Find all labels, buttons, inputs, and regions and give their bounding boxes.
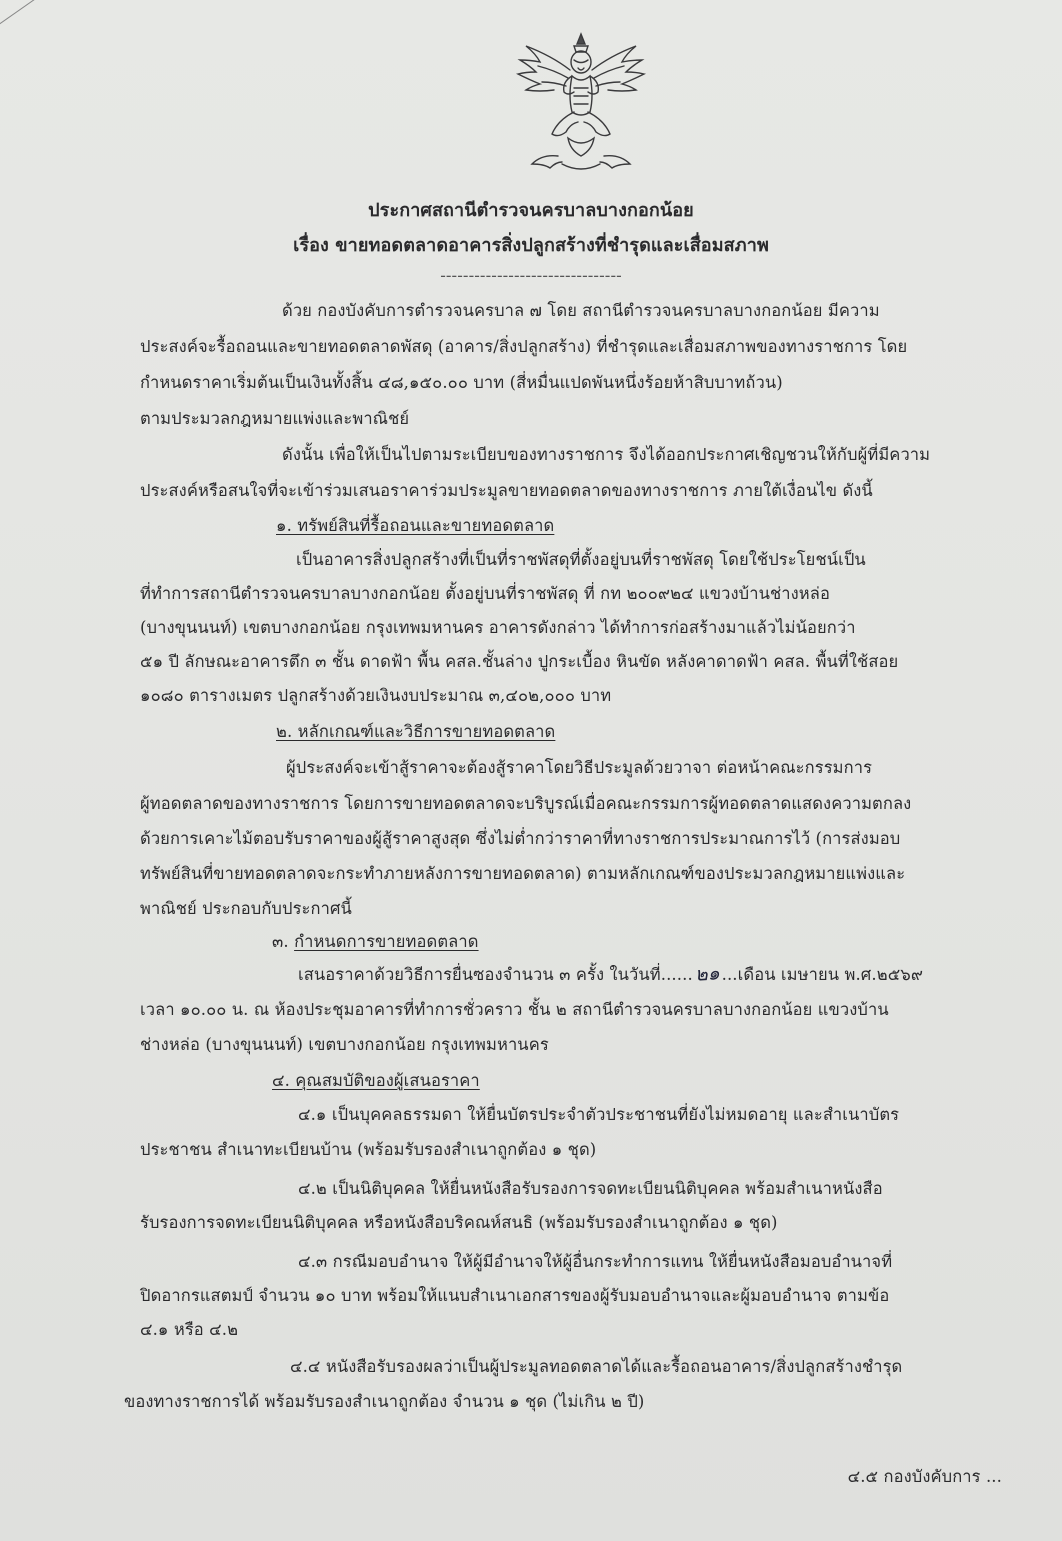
section-2-line: ผู้ประสงค์จะเข้าสู้ราคาจะต้องสู้ราคาโดยวิธีประมูลด้วยวาจา ต่อหน้าคณะกรรมการ	[286, 758, 873, 777]
fold-mark	[0, 0, 40, 31]
section-2-heading: ๒. หลักเกณฑ์และวิธีการขายทอดตลาด	[276, 722, 556, 741]
section-2-line: ทรัพย์สินที่ขายทอดตลาดจะกระทำภายหลังการขายทอดตลาด) ตามหลักเกณฑ์ของประมวลกฎหมายแพ่งและ	[140, 864, 906, 883]
announcement-title: ประกาศสถานีตำรวจนครบาลบางกอกน้อย	[368, 200, 694, 221]
continuation-note: ๔.๕ กองบังคับการ ...	[847, 1467, 1002, 1486]
section-1-line: ๕๑ ปี ลักษณะอาคารตึก ๓ ชั้น ดาดฟ้า พื้น คสล.ชั้นล่าง ปูกระเบื้อง หินขัด หลังคาดาดฟ้า คสล. พื้นที่ใช้สอย	[140, 652, 899, 671]
date-suffix: ...เดือน เมษายน พ.ศ.๒๕๖๙	[721, 965, 924, 984]
section-4-item-line: ของทางราชการได้ พร้อมรับรองสำเนาถูกต้อง จำนวน ๑ ชุด (ไม่เกิน ๒ ปี)	[124, 1392, 645, 1411]
section-4-item-line: ปิดอากรแสตมป์ จำนวน ๑๐ บาท พร้อมให้แนบสำเนาเอกสารของผู้รับมอบอำนาจและผู้มอบอำนาจ ตามข้อ	[140, 1286, 890, 1305]
section-4-item-line: ๔.๓ กรณีมอบอำนาจ ให้ผู้มีอำนาจให้ผู้อื่นกระทำการแทน ให้ยื่นหนังสือมอบอำนาจที่	[298, 1252, 893, 1271]
intro-line: กำหนดราคาเริ่มต้นเป็นเงินทั้งสิ้น ๔๘,๑๕๐.๐๐ บาท (สี่หมื่นแปดพันหนึ่งร้อยห้าสิบบาทถ้วน)	[140, 373, 783, 392]
intro-line: ประสงค์จะรื้อถอนและขายทอดตลาดพัสดุ (อาคาร/สิ่งปลูกสร้าง) ที่ชำรุดและเสื่อมสภาพของทางราชการ โดย	[140, 337, 908, 356]
section-4-item-line: ประชาชน สำเนาทะเบียนบ้าน (พร้อมรับรองสำเนาถูกต้อง ๑ ชุด)	[140, 1140, 597, 1159]
section-1-line: เป็นอาคารสิ่งปลูกสร้างที่เป็นที่ราชพัสดุที่ตั้งอยู่บนที่ราชพัสดุ โดยใช้ประโยชน์เป็น	[296, 550, 866, 569]
garuda-emblem	[508, 30, 654, 176]
section-4-item-line: ๔.๑ หรือ ๔.๒	[140, 1320, 239, 1339]
intro-line: ประสงค์หรือสนใจที่จะเข้าร่วมเสนอราคาร่วมประมูลขายทอดตลาดของทางราชการ ภายใต้เงื่อนไข ดังนี้	[140, 481, 873, 500]
section-1-line: ๑๐๘๐ ตารางเมตร ปลูกสร้างด้วยเงินงบประมาณ ๓,๔๐๒,๐๐๐ บาท	[140, 686, 612, 705]
section-4-heading: ๔. คุณสมบัติของผู้เสนอราคา	[272, 1071, 480, 1090]
section-4-item-line: รับรองการจดทะเบียนนิติบุคคล หรือหนังสือบริคณห์สนธิ (พร้อมรับรองสำเนาถูกต้อง ๑ ชุด)	[140, 1213, 778, 1232]
section-4-item-line: ๔.๑ เป็นบุคคลธรรมดา ให้ยื่นบัตรประจำตัวประชาชนที่ยังไม่หมดอายุ และสำเนาบัตร	[298, 1105, 900, 1124]
title-divider: --------------------------------	[440, 266, 622, 285]
intro-line: ด้วย กองบังคับการตำรวจนครบาล ๗ โดย สถานีตำรวจนครบาลบางกอกน้อย มีความ	[282, 301, 880, 320]
section-3-title: กำหนดการขายทอดตลาด	[294, 932, 479, 951]
section-1-heading: ๑. ทรัพย์สินที่รื้อถอนและขายทอดตลาด	[276, 516, 555, 535]
intro-line: ตามประมวลกฎหมายแพ่งและพาณิชย์	[140, 409, 410, 428]
intro-line: ดังนั้น เพื่อให้เป็นไปตามระเบียบของทางราชการ จึงได้ออกประกาศเชิญชวนให้กับผู้ที่มีความ	[282, 445, 931, 464]
section-3-line: เวลา ๑๐.๐๐ น. ณ ห้องประชุมอาคารที่ทำการชั่วคราว ชั้น ๒ สถานีตำรวจนครบาลบางกอกน้อย แขวงบ้าน	[140, 1000, 889, 1019]
date-dots: ......	[660, 965, 693, 984]
date-prefix: เสนอราคาด้วยวิธีการยื่นซองจำนวน ๓ ครั้ง ในวันที่	[298, 965, 661, 984]
section-3-line: ช่างหล่อ (บางขุนนนท์) เขตบางกอกน้อย กรุงเทพมหานคร	[140, 1035, 549, 1054]
section-3-date-line	[298, 962, 923, 987]
section-2-line: ผู้ทอดตลาดของทางราชการ โดยการขายทอดตลาดจะบริบูรณ์เมื่อคณะกรรมการผู้ทอดตลาดแสดงความตกลง	[140, 794, 912, 813]
section-2-line: ด้วยการเคาะไม้ตอบรับราคาของผู้สู้ราคาสูงสุด ซึ่งไม่ต่ำกว่าราคาที่ทางราชการประมาณการไว้ (การส่งมอบ	[140, 829, 901, 848]
section-4-item-line: ๔.๔ หนังสือรับรองผลว่าเป็นผู้ประมูลทอดตลาดได้และรื้อถอนอาคาร/สิ่งปลูกสร้างชำรุด	[290, 1357, 903, 1376]
section-3-heading	[272, 930, 479, 954]
section-3-number: ๓.	[272, 932, 289, 951]
section-4-item-line: ๔.๒ เป็นนิติบุคคล ให้ยื่นหนังสือรับรองการจดทะเบียนนิติบุคคล พร้อมสำเนาหนังสือ	[298, 1179, 883, 1198]
handwritten-day: ๒๑	[694, 962, 721, 986]
announcement-subject: เรื่อง ขายทอดตลาดอาคารสิ่งปลูกสร้างที่ชำรุดและเสื่อมสภาพ	[293, 235, 769, 256]
section-1-line: (บางขุนนนท์) เขตบางกอกน้อย กรุงเทพมหานคร อาคารดังกล่าว ได้ทำการก่อสร้างมาแล้วไม่น้อยกว่า	[140, 618, 856, 637]
section-2-line: พาณิชย์ ประกอบกับประกาศนี้	[140, 899, 352, 918]
section-1-line: ที่ทำการสถานีตำรวจนครบาลบางกอกน้อย ตั้งอยู่บนที่ราชพัสดุ ที่ กท ๒๐๐๙๒๔ แขวงบ้านช่างหล่อ	[140, 584, 830, 603]
